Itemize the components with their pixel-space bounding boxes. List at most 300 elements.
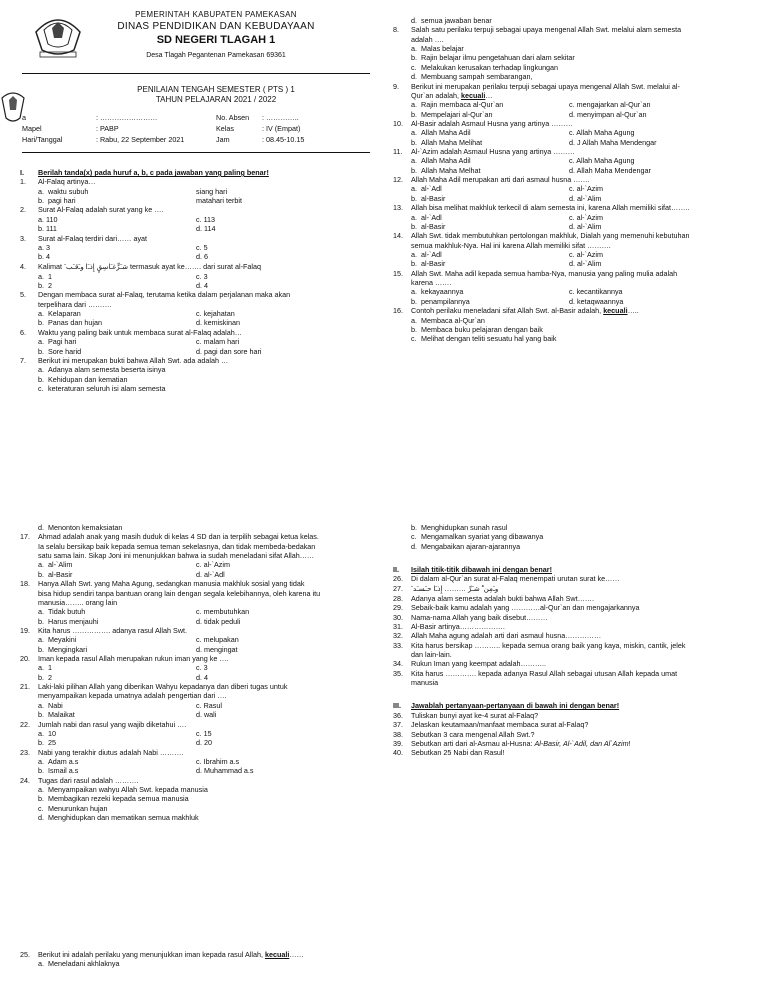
options-7-continued (20, 523, 390, 532)
options-11 (393, 156, 763, 175)
question-text: Laki-laki pilihan Allah yang diberikan Wahyu kepadanya dan diberi tugas untuk (38, 682, 288, 692)
question-text: Sebaik-baik kamu adalah yang …………al-Qur`an dan mengajarkannya (411, 603, 640, 613)
question-7 (20, 356, 390, 365)
options-10 (393, 128, 763, 147)
option-text: Nabi (48, 700, 63, 710)
option-a[interactable]: a. Malas belajar (411, 44, 464, 54)
question-number: 26. (393, 574, 403, 584)
exam-title-line-1: PENILAIAN TENGAH SEMESTER ( PTS ) 1 (137, 85, 295, 94)
option-text: a. 3 (38, 242, 50, 252)
section-2-title: Isilah titik-titik dibawah ini dengan benar! (411, 565, 552, 575)
question-6 (20, 328, 390, 337)
option-b[interactable]: b. Ismail a.s (38, 766, 79, 776)
question-text: Al-Falaq artinya… (38, 177, 96, 187)
option-c[interactable]: c. Menurunkan hujan (38, 803, 108, 813)
option-a[interactable]: a. kekayaannya (411, 287, 464, 297)
left-column-footer (20, 950, 390, 969)
option-b[interactable]: b. 2 (38, 672, 52, 682)
option-text: d. al-`Alim (569, 259, 602, 269)
options-4 (20, 272, 390, 291)
question-11 (393, 147, 763, 156)
option-text: d. mengingat (196, 644, 238, 654)
options-2 (20, 215, 390, 234)
option-text: Membagikan rezeki kepada semua manusia (48, 794, 189, 804)
option-c[interactable] (196, 701, 390, 710)
option-text: al-`Alim (48, 560, 73, 570)
option-text: Menghidupkan dan mematikan semua makhluk (48, 813, 199, 823)
option-b[interactable]: b. Kehidupan dan kematian (38, 374, 128, 384)
question-number: 8. (393, 25, 399, 35)
option-a[interactable]: a. Nabi (38, 700, 63, 710)
question-number: 20. (20, 654, 30, 664)
option-c[interactable] (569, 213, 763, 222)
question-2 (20, 205, 390, 214)
question-number: 27. (393, 583, 403, 593)
option-d[interactable] (569, 222, 763, 231)
essay-31 (393, 622, 763, 631)
arabic-text-2: ﺇِﺫﹷﺍ ﺣﹷﺴﹷﺪﹶ (411, 585, 443, 593)
question-text: Iman kepada rasul Allah merupakan rukun iman yang ke …. (38, 654, 229, 664)
option-d[interactable] (569, 194, 763, 203)
option-d[interactable] (196, 710, 390, 719)
option-text: c. 3 (196, 271, 208, 281)
question-text: Ahmad adalah anak yang masih duduk di kelas 4 SD dan ia terpilih sebagai ketua kelas. (38, 532, 319, 542)
option-c[interactable] (569, 287, 763, 296)
option-text: c. malam hari (196, 337, 240, 347)
option-a[interactable]: a. waktu subuh (38, 186, 89, 196)
letterhead (60, 10, 372, 60)
question-4 (20, 262, 390, 272)
option-text: d. al-`Alim (569, 193, 602, 203)
question-8 (393, 25, 763, 44)
question-text-3: manusia…….. orang lain (38, 597, 118, 607)
option-text: d. 114 (196, 224, 216, 234)
option-a[interactable]: a. al-`Alim (38, 560, 73, 570)
question-number: 14. (393, 231, 403, 241)
option-c[interactable]: c. Melakukan kerusakan terhadap lingkungan (411, 62, 559, 72)
options-5 (20, 309, 390, 328)
question-20 (20, 654, 390, 663)
question-text: Allah Swt. tidak membutuhkan pertolongan makhluk, Dialah yang memenuhi kebutuhan (411, 231, 690, 241)
option-b[interactable]: b. 2 (38, 281, 52, 291)
essay-28 (393, 594, 763, 603)
option-text: Malas belajar (421, 44, 464, 54)
question-text: Surat Al-Falaq adalah surat yang ke …. (38, 205, 164, 215)
option-c[interactable]: c. Melihat dengan teliti sesuatu hal yang baik (411, 334, 557, 344)
exam-title (60, 85, 372, 106)
question-text: Jelaskan keutamaan/manfaat membaca surat al-Falaq? (411, 720, 589, 730)
option-b[interactable]: b. Malaikat (38, 710, 75, 720)
option-text: Melihat dengan teliti sesuatu hal yang baik (421, 334, 557, 344)
option-text: Menghidupkan sunah rasul (421, 523, 508, 532)
question-number: 21. (20, 682, 30, 692)
right-column-top (393, 16, 763, 344)
essay-35 (393, 669, 763, 688)
option-c[interactable] (569, 156, 763, 165)
option-text: d. al-`Alim (569, 221, 602, 231)
question-text-2: bisa hidup sendiri tanpa bantuan orang lain dengan segala kelebihannya, oleh karena itu (38, 588, 321, 598)
option-a[interactable]: a. Adanya alam semesta beserta isinya (38, 365, 166, 375)
question-23 (20, 748, 390, 757)
question-text-3: satu sama lain. Sikap Joni ini menunjukkan bahwa ia sudah meneladani sifat Allah…… (38, 551, 315, 561)
option-d[interactable] (196, 196, 390, 205)
options-3 (20, 243, 390, 262)
left-column-top (20, 168, 390, 393)
question-text-2: adalah …. (411, 34, 444, 44)
option-text: Ismail a.s (48, 766, 79, 776)
option-a[interactable]: a. 1 (38, 663, 52, 673)
option-d[interactable] (196, 318, 390, 327)
option-text: c. al-`Azim (569, 212, 603, 222)
essay-40 (393, 748, 763, 757)
option-a[interactable]: a. Adam a.s (38, 756, 79, 766)
name-field[interactable]: : …………………… (96, 113, 158, 122)
option-c[interactable] (569, 128, 763, 137)
option-text: Meyakini (48, 635, 77, 645)
question-number: 30. (393, 612, 403, 622)
option-b[interactable]: b. penampilannya (411, 296, 470, 306)
option-text: Membuang sampah sembarangan, (421, 72, 533, 82)
jam-label: Jam (216, 135, 230, 144)
question-number: 38. (393, 729, 403, 739)
option-c[interactable] (196, 757, 390, 766)
question-text: Allah bisa melihat makhluk terkecil di alam semesta ini, karena Allah memiliki sifat…….. (411, 203, 690, 213)
options-7 (20, 365, 390, 393)
option-text: 25 (48, 738, 56, 748)
option-text: Allah Maha Melihat (421, 137, 483, 147)
question-number: 5. (20, 290, 26, 300)
option-b[interactable]: b. Panas dan hujan (38, 318, 102, 328)
info-rule (22, 152, 370, 153)
option-b[interactable]: b. Allah Maha Melihat (411, 137, 483, 147)
option-text: al-Basir (421, 193, 446, 203)
question-number: 11. (393, 147, 403, 157)
option-c[interactable] (196, 272, 390, 281)
question-number: 23. (20, 747, 30, 757)
option-d[interactable] (196, 281, 390, 290)
option-d[interactable] (569, 166, 763, 175)
option-d[interactable] (569, 297, 763, 306)
option-b[interactable]: b. Menghidupkan sunah rasul (411, 523, 508, 532)
question-number: 36. (393, 710, 403, 720)
question-number: 1. (20, 177, 26, 187)
option-b[interactable] (38, 224, 196, 233)
option-text: 2 (48, 281, 52, 291)
kelas-label: Kelas (216, 124, 234, 133)
option-a[interactable]: a. Allah Maha Adil (411, 128, 471, 138)
left-column-bottom (20, 523, 390, 823)
question-text-2: menyampaikan kepada umatnya adalah pengertian dari …. (38, 691, 227, 701)
options-15 (393, 287, 763, 306)
option-text: Rajin membaca al-Qur`an (421, 100, 504, 110)
option-text: Mengabaikan ajaran-ajarannya (421, 541, 521, 551)
option-c[interactable] (196, 729, 390, 738)
option-d[interactable] (196, 570, 390, 579)
option-b[interactable]: b. 25 (38, 738, 56, 748)
option-text: Kehidupan dan kematian (48, 374, 128, 384)
option-d[interactable] (196, 738, 390, 747)
essay-27 (393, 584, 763, 594)
option-text: Pagi hari (48, 337, 77, 347)
option-d[interactable]: d. Membuang sampah sembarangan, (411, 72, 533, 82)
question-number: 12. (393, 175, 403, 185)
option-text: Mengamalkan syariat yang dibawanya (421, 532, 544, 542)
option-d[interactable] (196, 645, 390, 654)
absen-field[interactable]: : ………….. (262, 113, 299, 122)
hari-value: : Rabu, 22 September 2021 (96, 135, 185, 144)
option-text: Mempelajari al-Qur`an (421, 109, 493, 119)
question-text: Kita harus bersikap ……….. kepada semua orang baik yang kaya, miskin, cantik, jelek (411, 640, 686, 650)
option-text: c. kecantikannya (569, 287, 623, 297)
option-c[interactable] (196, 187, 390, 196)
option-text: d. al-`Adl (196, 569, 225, 579)
option-b[interactable]: b. pagi hari (38, 196, 76, 206)
essay-38 (393, 730, 763, 739)
option-text: d. 4 (196, 281, 208, 291)
option-b[interactable]: b. Mengingkari (38, 644, 88, 654)
option-c[interactable] (196, 243, 390, 252)
question-19 (20, 626, 390, 635)
question-text: Contoh perilaku meneladani sifat Allah Swt. al-Basir adalah, (411, 306, 604, 316)
question-number: 15. (393, 268, 403, 278)
option-text: siang hari (196, 186, 228, 196)
option-d[interactable]: d. Mengabaikan ajaran-ajarannya (411, 541, 521, 551)
option-text: d. menyimpan al-Qur`an (569, 109, 647, 119)
option-a[interactable]: a. 10 (38, 728, 56, 738)
option-text: Allah Maha Adil (421, 156, 471, 166)
question-number: 32. (393, 631, 403, 641)
option-a[interactable] (38, 243, 196, 252)
kelas-value: : IV (Empat) (262, 124, 301, 133)
option-text: c. 5 (196, 242, 208, 252)
question-text: Kita harus …………. kepada adanya Rasul Allah sebagai utusan Allah kepada umat (411, 668, 678, 678)
options-1 (20, 187, 390, 206)
question-text-2-end: … (485, 90, 493, 100)
option-b[interactable] (38, 252, 196, 261)
option-text: b. 111 (38, 224, 57, 234)
option-d[interactable]: d. Menghidupkan dan mematikan semua makhluk (38, 813, 199, 823)
option-a[interactable]: a. Rajin membaca al-Qur`an (411, 100, 504, 110)
question-24 (20, 776, 390, 785)
option-text: Adanya alam semesta beserta isinya (48, 365, 166, 375)
kecuali-emphasis: kecuali (460, 90, 486, 100)
option-b[interactable]: b. Mempelajari al-Qur`an (411, 109, 493, 119)
option-c[interactable] (569, 250, 763, 259)
question-number: 37. (393, 720, 403, 730)
arabic-text: ﺷﹷﺮٍّﻏﹷﺎﺳِﻖٍ ﺇِﺫﹷﺍ ﻭﹷﻗﹷﺐﹶ (63, 263, 128, 271)
question-text: Tuliskan bunyi ayat ke-4 surat al-Falaq? (411, 710, 539, 720)
option-text: c. Rasul (196, 700, 222, 710)
question-9 (393, 82, 763, 101)
option-text: Allah Maha Adil (421, 128, 471, 138)
option-c[interactable] (196, 215, 390, 224)
option-d[interactable] (196, 673, 390, 682)
option-c[interactable] (196, 663, 390, 672)
kecuali-emphasis: kecuali (603, 306, 628, 316)
option-text: c. al-`Azim (569, 184, 603, 194)
option-a[interactable]: a. Membaca al-Qur`an (411, 315, 485, 325)
options-20 (20, 663, 390, 682)
option-b[interactable]: b. Allah Maha Melhat (411, 165, 481, 175)
question-10 (393, 119, 763, 128)
question-number: 17. (20, 532, 30, 542)
option-text: Malaikat (48, 710, 75, 720)
section-3-title: Jawablah pertanyaan-pertanyaan di bawah ini dengan benar! (411, 701, 620, 711)
option-text: Allah Maha Melhat (421, 165, 481, 175)
right-column-bottom (393, 523, 763, 758)
essay-26 (393, 574, 763, 583)
question-number: 4. (20, 261, 26, 271)
option-text: c. al-`Azim (196, 560, 230, 570)
option-c[interactable] (196, 607, 390, 616)
option-c[interactable] (196, 337, 390, 346)
question-number: 10. (393, 118, 403, 128)
question-text-2: terpelihara dari ………. (38, 299, 112, 309)
options-25-continued (393, 523, 763, 551)
option-text: Membaca buku pelajaran dengan baik (421, 324, 543, 334)
option-d[interactable] (196, 224, 390, 233)
option-a[interactable]: a. Allah Maha Adil (411, 156, 471, 166)
question-text: Al-Basir adalah Asmaul Husna yang artinya ……… (411, 118, 573, 128)
option-b[interactable]: b. Rajin belajar ilmu pengetahuan dari alam sekitar (411, 53, 575, 63)
option-d[interactable] (569, 110, 763, 119)
option-d[interactable] (196, 252, 390, 261)
option-b[interactable]: b. al-Basir (411, 221, 446, 231)
option-d[interactable] (196, 347, 390, 356)
option-text: d. wali (196, 710, 217, 720)
option-text: Harus menjauhi (48, 616, 99, 626)
option-text: 1 (48, 271, 52, 281)
question-text-2-start: Qur`an adalah, (411, 90, 461, 100)
option-a[interactable]: a. Menyampaikan wahyu Allah Swt. kepada manusia (38, 785, 208, 795)
question-text: Di dalam al-Qur`an surat al-Falaq menempati urutan surat ke…… (411, 574, 620, 584)
question-1 (20, 177, 390, 186)
option-a[interactable]: a. al-`Adl (411, 249, 442, 259)
option-d[interactable] (196, 766, 390, 775)
option-text: d. 20 (196, 738, 212, 748)
option-b[interactable]: b. al-Basir (411, 259, 446, 269)
italic-terms: Al-Basir, Al-`Adil, dan Al`Azim (534, 738, 629, 748)
option-c[interactable] (569, 184, 763, 193)
option-b[interactable]: b. al-Basir (411, 193, 446, 203)
option-text: d. Muhammad a.s (196, 766, 254, 776)
question-number: 7. (20, 355, 26, 365)
section-3-number: III. (393, 701, 401, 711)
option-text: Tidak butuh (48, 607, 86, 617)
mapel-value: : PABP (96, 124, 119, 133)
option-c[interactable] (196, 309, 390, 318)
question-text-2: karena ……. (411, 278, 452, 288)
options-21 (20, 701, 390, 720)
option-b[interactable]: b. Membagikan rezeki kepada semua manusia (38, 794, 189, 804)
question-number: 39. (393, 738, 403, 748)
options-13 (393, 213, 763, 232)
question-text: Jumlah nabi dan rasul yang wajib diketahui …. (38, 719, 187, 729)
option-text: Menyampaikan wahyu Allah Swt. kepada manusia (48, 785, 208, 795)
option-a[interactable]: a. Kelaparan (38, 309, 81, 319)
option-b[interactable]: b. Harus menjauhi (38, 616, 99, 626)
question-number: 16. (393, 306, 403, 316)
option-text: al-`Adl (421, 212, 442, 222)
option-d[interactable] (569, 259, 763, 268)
option-text: a. 110 (38, 214, 58, 224)
options-9 (393, 100, 763, 119)
question-text: Sebutkan arti dari al-Asmau al-Husna: (411, 738, 535, 748)
option-b[interactable]: b. Sore harid (38, 346, 82, 356)
option-a[interactable]: a. al-`Adl (411, 184, 442, 194)
option-text: d. ketaqwaannya (569, 296, 624, 306)
option-text: Rajin belajar ilmu pengetahuan dari alam sekitar (421, 53, 575, 63)
option-text: c. membutuhkan (196, 607, 250, 617)
section-2-number: II. (393, 565, 399, 575)
option-c[interactable]: c. Mengamalkan syariat yang dibawanya (411, 532, 544, 542)
question-number: 24. (20, 775, 30, 785)
option-text: d. tidak peduli (196, 616, 241, 626)
option-text: Kelaparan (48, 309, 81, 319)
question-text: Nabi yang terakhir diutus adalah Nabi ………. (38, 747, 184, 757)
essay-33 (393, 641, 763, 660)
option-c[interactable] (196, 635, 390, 644)
options-19 (20, 635, 390, 654)
option-text: al-`Adl (421, 184, 442, 194)
option-text: Adam a.s (48, 756, 79, 766)
option-a[interactable]: a. al-`Adl (411, 212, 442, 222)
option-a[interactable]: a. Meyakini (38, 635, 77, 645)
option-text: d. pagi dan sore hari (196, 346, 262, 356)
option-text: d. 4 (196, 672, 208, 682)
option-d[interactable] (196, 617, 390, 626)
option-c[interactable] (196, 560, 390, 569)
question-text: Sebutkan 3 cara mengenal Allah Swt.? (411, 729, 535, 739)
option-text: d. 6 (196, 252, 208, 262)
question-text: Surat al-Falaq terdiri dari…… ayat (38, 233, 148, 243)
question-text-end: termasuk ayat ke……. dari surat al-Falaq (128, 261, 262, 271)
option-b[interactable]: b. Membaca buku pelajaran dengan baik (411, 324, 543, 334)
question-25 (20, 950, 390, 959)
option-a[interactable]: a. 1 (38, 271, 52, 281)
option-letter: d. (411, 16, 417, 25)
option-text: matahari terbit (196, 196, 242, 206)
options-23 (20, 757, 390, 776)
option-d[interactable] (38, 523, 390, 532)
options-6 (20, 337, 390, 356)
question-text: Nama-nama Allah yang baik disebut……… (411, 612, 548, 622)
option-text: keteraturan seluruh isi alam semesta (48, 384, 166, 393)
question-text: Al-Basir artinya………………. (411, 621, 505, 631)
option-a[interactable]: a. Tidak butuh (38, 607, 86, 617)
option-b[interactable]: b. al-Basir (38, 569, 73, 579)
question-number: 3. (20, 233, 26, 243)
option-d[interactable] (569, 138, 763, 147)
option-a[interactable]: a. Meneladani akhlaknya (38, 959, 120, 969)
option-text: c. kejahatan (196, 309, 235, 319)
question-text: Sebutkan 25 Nabi dan Rasul! (411, 748, 505, 758)
student-info (22, 113, 372, 153)
question-number: 6. (20, 327, 26, 337)
header-line-2: DINAS PENDIDIKAN DAN KEBUDAYAAN (117, 21, 315, 33)
option-text: al-Basir (48, 569, 73, 579)
option-d[interactable] (411, 16, 763, 25)
essay-list-2 (393, 574, 763, 687)
option-c[interactable] (569, 100, 763, 109)
option-c[interactable]: c. keteraturan seluruh isi alam semesta (38, 384, 166, 393)
question-text-2 (411, 91, 763, 100)
option-a[interactable] (38, 215, 196, 224)
question-18 (20, 579, 390, 607)
question-15 (393, 269, 763, 288)
option-text: 1 (48, 663, 52, 673)
option-a[interactable]: a. Pagi hari (38, 337, 77, 347)
